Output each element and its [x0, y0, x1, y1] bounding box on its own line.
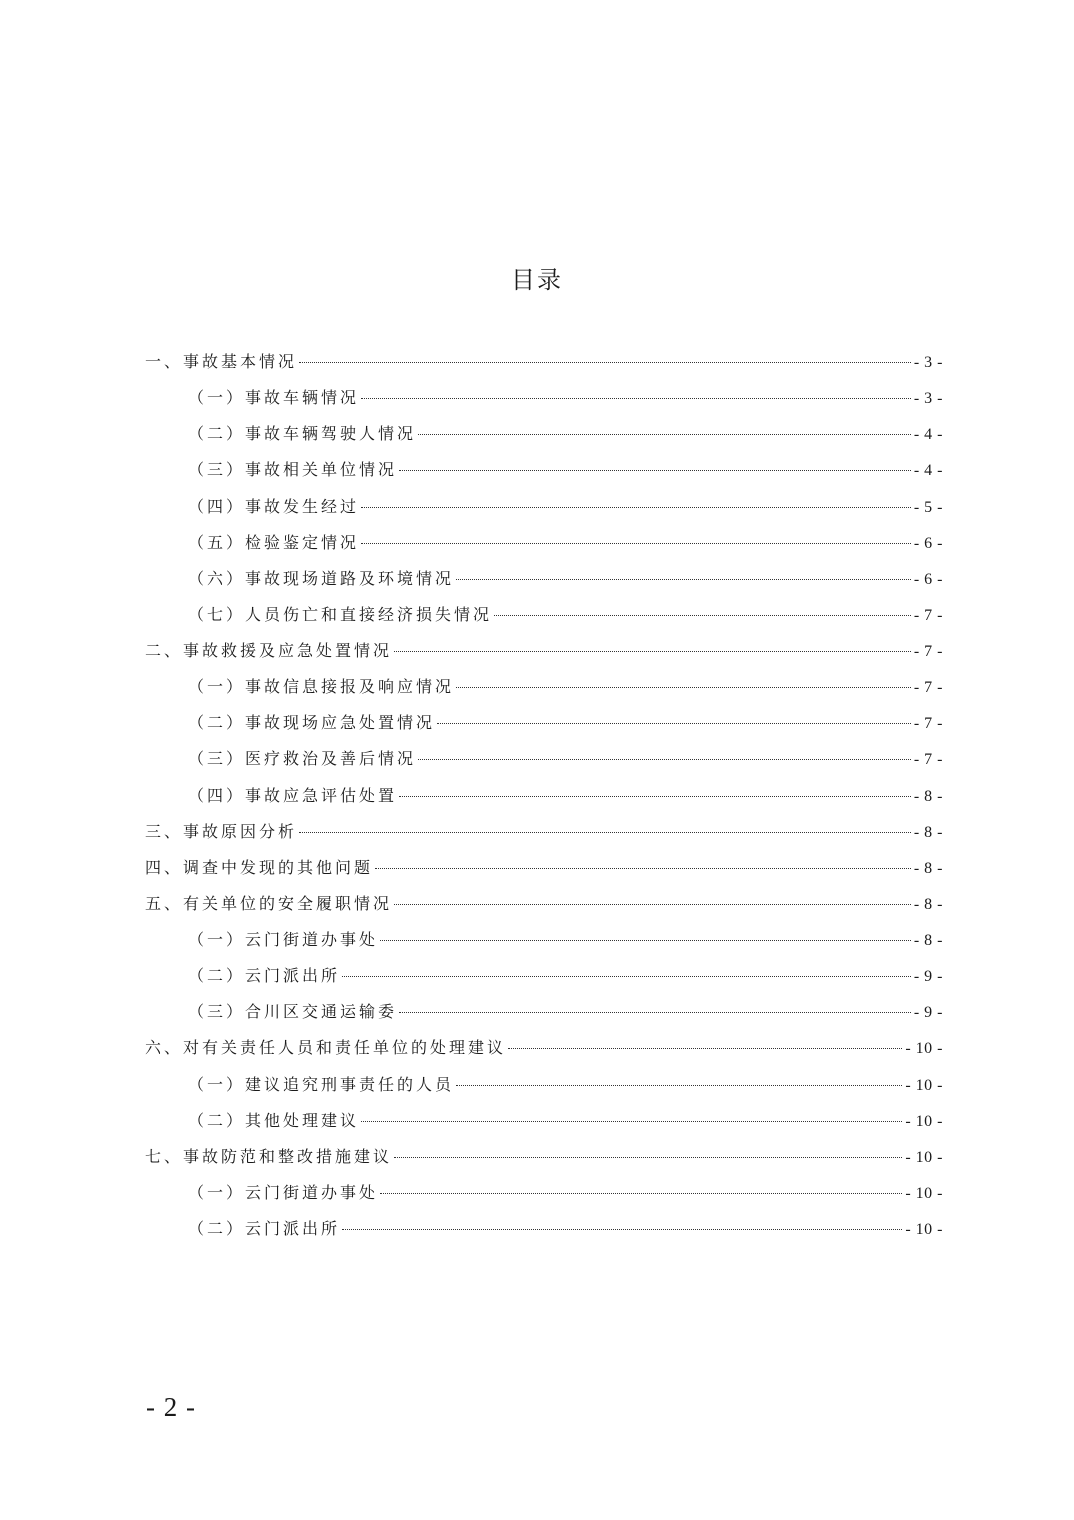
toc-dot-leader [456, 1085, 902, 1086]
toc-section[interactable] [145, 814, 943, 850]
toc-dot-leader [418, 759, 911, 760]
toc-entry-title: （一）事故车辆情况 [188, 388, 360, 408]
toc-entry-title: （二）云门派出所 [188, 1219, 341, 1238]
toc-dot-leader [299, 362, 911, 363]
toc-entry-title: 一、事故基本情况 [145, 352, 298, 371]
toc-dot-leader [361, 543, 911, 544]
toc-dot-leader [418, 434, 911, 435]
toc-entry-page-number: - 10 - [905, 1221, 943, 1238]
toc-subsection[interactable] [145, 380, 943, 416]
toc-entry-title: （一）事故信息接报及响应情况 [188, 677, 455, 697]
toc-entry-title: （六）事故现场道路及环境情况 [188, 568, 455, 588]
table-of-contents [145, 344, 943, 1247]
toc-entry-page-number: - 8 - [913, 895, 943, 913]
toc-subsection[interactable] [145, 741, 943, 777]
toc-dot-leader [361, 1121, 902, 1122]
toc-entry-title: （二）其他处理建议 [188, 1110, 360, 1130]
toc-dot-leader [394, 651, 911, 652]
toc-dot-leader [380, 1193, 902, 1194]
toc-subsection[interactable] [145, 1067, 943, 1103]
toc-entry-title: （一）建议追究刑事责任的人员 [188, 1074, 455, 1094]
toc-section[interactable] [145, 633, 943, 669]
toc-subsection[interactable] [145, 525, 943, 561]
toc-section[interactable] [145, 886, 943, 922]
toc-subsection[interactable] [145, 597, 943, 633]
toc-dot-leader [399, 1012, 911, 1013]
toc-dot-leader [342, 1229, 902, 1230]
toc-entry-title: （三）合川区交通运输委 [188, 1002, 398, 1022]
toc-entry-title: （二）云门派出所 [188, 966, 341, 986]
toc-entry-page-number: - 7 - [913, 606, 943, 624]
toc-subsection[interactable] [145, 1103, 943, 1139]
toc-entry-page-number: - 3 - [913, 390, 943, 408]
toc-subsection[interactable] [145, 705, 943, 741]
toc-entry-page-number: - 8 - [913, 787, 943, 805]
toc-subsection[interactable] [145, 958, 943, 994]
toc-entry-title: （一）云门街道办事处 [188, 1182, 379, 1202]
toc-entry-page-number: - 10 - [905, 1112, 943, 1130]
toc-subsection[interactable] [145, 778, 943, 814]
toc-entry-page-number: - 10 - [905, 1184, 943, 1202]
toc-entry-title: （七）人员伤亡和直接经济损失情况 [188, 604, 493, 624]
toc-subsection[interactable] [145, 489, 943, 525]
toc-entry-title: 六、对有关责任人员和责任单位的处理建议 [145, 1038, 507, 1058]
toc-entry-page-number: - 3 - [913, 354, 943, 371]
toc-dot-leader [375, 868, 911, 869]
toc-entry-page-number: - 6 - [913, 570, 943, 588]
toc-dot-leader [380, 940, 911, 941]
toc-dot-leader [399, 796, 911, 797]
toc-dot-leader [361, 398, 911, 399]
toc-dot-leader [394, 904, 911, 905]
toc-subsection[interactable] [145, 416, 943, 452]
toc-dot-leader [342, 976, 911, 977]
toc-dot-leader [456, 687, 911, 688]
toc-entry-title: （三）事故相关单位情况 [188, 460, 398, 480]
toc-dot-leader [361, 507, 911, 508]
toc-entry-title: （四）事故发生经过 [188, 496, 360, 516]
toc-entry-page-number: - 10 - [905, 1076, 943, 1094]
toc-entry-page-number: - 5 - [913, 498, 943, 516]
toc-subsection[interactable] [145, 994, 943, 1030]
toc-entry-page-number: - 10 - [905, 1040, 943, 1058]
toc-dot-leader [456, 579, 911, 580]
toc-section[interactable] [145, 1139, 943, 1175]
toc-section[interactable] [145, 850, 943, 886]
toc-subsection[interactable] [145, 1175, 943, 1211]
toc-entry-title: 三、事故原因分析 [145, 821, 298, 841]
toc-subsection[interactable] [145, 1211, 943, 1247]
toc-dot-leader [394, 1157, 902, 1158]
toc-entry-page-number: - 8 - [913, 823, 943, 841]
page-number: - 2 - [146, 1392, 196, 1422]
toc-section[interactable] [145, 344, 943, 380]
toc-entry-page-number: - 4 - [913, 462, 943, 480]
page-title: 目录 [511, 266, 563, 294]
toc-dot-leader [494, 615, 911, 616]
toc-dot-leader [508, 1048, 902, 1049]
toc-dot-leader [299, 832, 911, 833]
toc-section[interactable] [145, 1030, 943, 1066]
toc-entry-page-number: - 8 - [913, 932, 943, 949]
toc-entry-page-number: - 7 - [913, 679, 943, 697]
toc-entry-title: 四、调查中发现的其他问题 [145, 857, 374, 877]
toc-entry-title: （二）事故车辆驾驶人情况 [188, 424, 417, 444]
toc-subsection[interactable] [145, 922, 943, 958]
toc-entry-page-number: - 10 - [905, 1148, 943, 1166]
toc-entry-page-number: - 7 - [913, 643, 943, 660]
toc-entry-title: （三）医疗救治及善后情况 [188, 749, 417, 769]
toc-entry-title: （四）事故应急评估处置 [188, 785, 398, 805]
toc-subsection[interactable] [145, 452, 943, 488]
toc-dot-leader [399, 470, 911, 471]
toc-subsection[interactable] [145, 669, 943, 705]
toc-entry-title: （二）事故现场应急处置情况 [188, 713, 436, 733]
toc-entry-page-number: - 8 - [913, 859, 943, 877]
toc-entry-page-number: - 9 - [913, 1004, 943, 1022]
toc-subsection[interactable] [145, 561, 943, 597]
toc-entry-page-number: - 7 - [913, 751, 943, 769]
toc-entry-title: （五）检验鉴定情况 [188, 532, 360, 552]
toc-entry-page-number: - 6 - [913, 534, 943, 552]
toc-dot-leader [437, 723, 911, 724]
toc-entry-page-number: - 9 - [913, 968, 943, 986]
toc-entry-title: 七、事故防范和整改措施建议 [145, 1146, 393, 1166]
toc-entry-title: 五、有关单位的安全履职情况 [145, 893, 393, 913]
toc-entry-title: 二、事故救援及应急处置情况 [145, 641, 393, 660]
toc-entry-page-number: - 4 - [913, 426, 943, 444]
toc-entry-title: （一）云门街道办事处 [188, 930, 379, 949]
toc-entry-page-number: - 7 - [913, 715, 943, 733]
